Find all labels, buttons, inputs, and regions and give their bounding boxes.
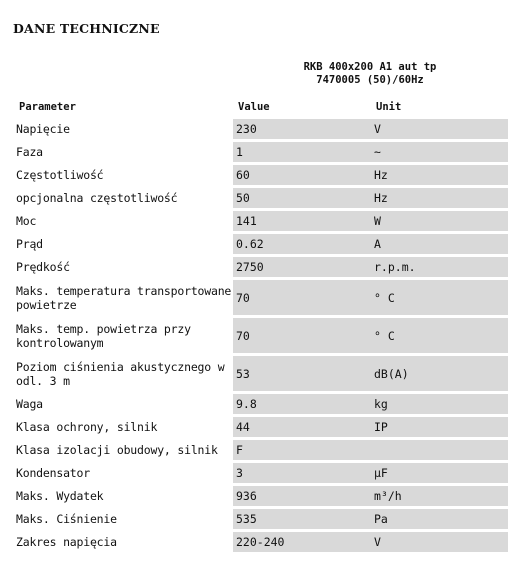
value-cell: 9.8 xyxy=(233,394,370,414)
value-cell: 44 xyxy=(233,417,370,437)
value-cell: 230 xyxy=(233,119,370,139)
unit-cell: ° C xyxy=(370,318,508,353)
unit-cell: r.p.m. xyxy=(370,257,508,277)
param-cell: Moc xyxy=(16,214,37,228)
table-row xyxy=(0,188,531,208)
value-cell: 141 xyxy=(233,211,370,231)
value-cell: 0.62 xyxy=(233,234,370,254)
value-cell: 936 xyxy=(233,486,370,506)
table-row xyxy=(0,532,531,552)
table-row xyxy=(0,417,531,437)
unit-cell: A xyxy=(370,234,508,254)
table-row xyxy=(0,318,531,353)
param-cell: Klasa izolacji obudowy, silnik xyxy=(16,443,218,457)
value-cell: 1 xyxy=(233,142,370,162)
param-cell: Kondensator xyxy=(16,466,90,480)
table-header xyxy=(0,99,531,117)
unit-cell: W xyxy=(370,211,508,231)
header-unit: Unit xyxy=(376,101,402,113)
table-row xyxy=(0,142,531,162)
value-cell: 70 xyxy=(233,318,370,353)
table-row xyxy=(0,463,531,483)
table-row xyxy=(0,356,531,391)
table-row xyxy=(0,486,531,506)
table-row xyxy=(0,165,531,185)
table-row xyxy=(0,119,531,139)
unit-cell: Pa xyxy=(370,509,508,529)
param-cell: Maks. Wydatek xyxy=(16,489,104,503)
table-row xyxy=(0,509,531,529)
param-cell: Waga xyxy=(16,397,43,411)
param-cell: opcjonalna częstotliwość xyxy=(16,191,178,205)
unit-cell: dB(A) xyxy=(370,356,508,391)
table-row xyxy=(0,440,531,460)
unit-cell: V xyxy=(370,119,508,139)
param-cell: Zakres napięcia xyxy=(16,535,117,549)
unit-cell: m³/h xyxy=(370,486,508,506)
header-parameter: Parameter xyxy=(19,101,76,113)
unit-cell: ° C xyxy=(370,280,508,315)
unit-cell: Hz xyxy=(370,188,508,208)
unit-cell: IP xyxy=(370,417,508,437)
param-cell: Prąd xyxy=(16,237,43,251)
value-cell: 60 xyxy=(233,165,370,185)
unit-cell: V xyxy=(370,532,508,552)
unit-cell: μF xyxy=(370,463,508,483)
unit-cell xyxy=(370,440,508,460)
param-cell: Faza xyxy=(16,145,43,159)
value-cell: 220-240 xyxy=(233,532,370,552)
param-cell: Maks. temp. powietrza przy kontrolowanym xyxy=(16,321,191,350)
model-designation xyxy=(290,61,450,87)
value-cell: 53 xyxy=(233,356,370,391)
document-title: DANE TECHNICZNE xyxy=(13,21,160,36)
value-cell: F xyxy=(233,440,370,460)
param-cell: Klasa ochrony, silnik xyxy=(16,420,158,434)
param-cell: Maks. Ciśnienie xyxy=(16,512,117,526)
value-cell: 3 xyxy=(233,463,370,483)
table-row xyxy=(0,234,531,254)
param-cell: Prędkość xyxy=(16,260,70,274)
unit-cell: kg xyxy=(370,394,508,414)
header-value: Value xyxy=(238,101,270,113)
table-row xyxy=(0,394,531,414)
table-row xyxy=(0,280,531,315)
table-row xyxy=(0,257,531,277)
model-name: RKB 400x200 A1 aut tp xyxy=(303,61,437,73)
value-cell: 535 xyxy=(233,509,370,529)
param-cell: Maks. temperatura transportowane powietrze xyxy=(16,283,232,312)
unit-cell: Hz xyxy=(370,165,508,185)
value-cell: 2750 xyxy=(233,257,370,277)
param-cell: Częstotliwość xyxy=(16,168,104,182)
unit-cell: ~ xyxy=(370,142,508,162)
value-cell: 70 xyxy=(233,280,370,315)
param-cell: Poziom ciśnienia akustycznego w odl. 3 m xyxy=(16,359,225,388)
model-code: 7470005 (50)/60Hz xyxy=(316,74,424,86)
spec-table xyxy=(0,119,531,552)
param-cell: Napięcie xyxy=(16,122,70,136)
table-row xyxy=(0,211,531,231)
value-cell: 50 xyxy=(233,188,370,208)
